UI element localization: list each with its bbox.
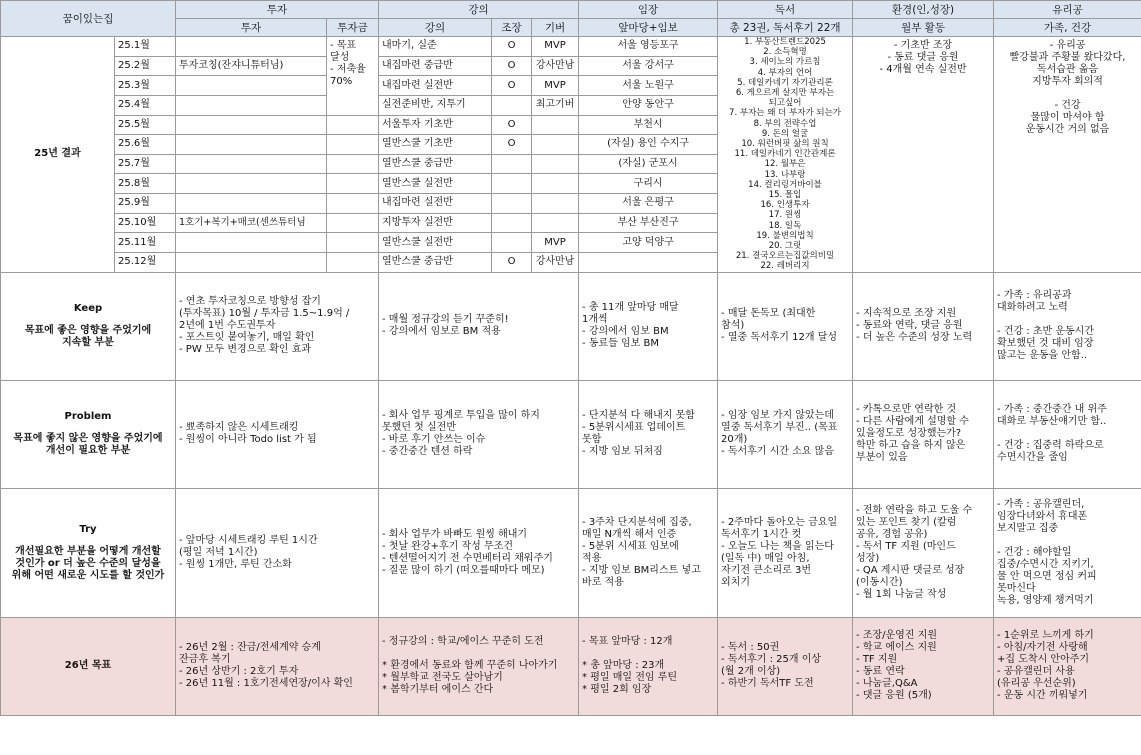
invest-amount-cell: - 목표 달성 - 저축율 70% <box>327 37 379 116</box>
invest-amount-cell <box>327 154 379 174</box>
invest-cell <box>176 252 327 272</box>
invest-cell <box>176 174 327 194</box>
lecture-cell: 열반스쿨 실전반 <box>379 233 492 253</box>
leader-cell <box>492 174 532 194</box>
giver-cell <box>532 213 579 233</box>
table-row <box>1 37 1141 57</box>
lecture-cell: 내집마련 중급반 <box>379 56 492 76</box>
problem-family-cell: - 가족 : 중간중간 내 위주 대화로 부동산얘기만 함.. - 건강 : 집중력 하락으로 수면시간을 줄임 <box>994 380 1141 488</box>
goal-label: 26년 목표 <box>1 617 176 715</box>
keep-lecture-cell: - 매월 정규강의 듣기 꾸준히! - 강의에서 임보로 BM 적용 <box>379 272 579 380</box>
month-cell: 25.6월 <box>115 135 176 155</box>
family-health-cell: - 유리공 빨강불과 주황불 왔다갔다, 독서습관 옮음 지방투자 회의적 - 건강 물많이 마셔야 함 운동시간 거의 없음 <box>994 37 1141 273</box>
goal-imjang-cell: - 목표 앞마당 : 12개 * 총 앞마당 : 23개 * 평일 매일 전임 루틴 * 평일 2회 임장 <box>579 617 718 715</box>
lecture-cell: 열반스쿨 중급반 <box>379 252 492 272</box>
sub-header-invest: 투자 <box>176 19 327 37</box>
try-env-cell: - 전화 연락을 하고 도울 수 있는 포인트 찾기 (칼럼 공유, 경험 공유) - 독서 TF 지원 (마인드 성장) - QA 게시판 댓글로 성장 (이동시간) - 월 1회 나눔글 작성 <box>853 488 994 617</box>
keep-row <box>1 272 1141 380</box>
giver-cell <box>532 194 579 214</box>
try-reading-cell: - 2주마다 돌아오는 금요일 독서후기 1시간 컷 - 오늘도 나는 책을 읽는다 (일독 中) 매일 아침, 자기전 큰소리로 3번 외치기 <box>718 488 853 617</box>
sub-header-env: 월부 활동 <box>853 19 994 37</box>
goal-family-cell: - 1순위로 느끼게 하기 - 아침/자기전 사랑해 +집 도착시 안아주기 - 공유캘린더 사용 (유리공 우선순위) - 운동 시간 끼워넣기 <box>994 617 1141 715</box>
lecture-cell: 서울투자 기초반 <box>379 115 492 135</box>
invest-cell: 1호기+복기+매코(센쓰튜터님 <box>176 213 327 233</box>
invest-cell <box>176 95 327 115</box>
lecture-cell: 내집마련 실전반 <box>379 194 492 214</box>
goal-invest-cell: - 26년 2월 : 잔금/전세계약 승계 잔금후 복기 - 26년 상반기 : 2호기 투자 - 26년 11월 : 1호기전세연장/이사 확인 <box>176 617 379 715</box>
lecture-cell: 열반스쿨 실전반 <box>379 174 492 194</box>
sub-header-leader: 조장 <box>492 19 532 37</box>
imjang-cell: 서울 은평구 <box>579 194 718 214</box>
imjang-cell: 고양 덕양구 <box>579 233 718 253</box>
giver-cell: 강사만남 <box>532 56 579 76</box>
invest-cell <box>176 233 327 253</box>
leader-cell: O <box>492 135 532 155</box>
try-row <box>1 488 1141 617</box>
leader-cell: O <box>492 56 532 76</box>
giver-cell: 강사만남 <box>532 252 579 272</box>
invest-cell <box>176 194 327 214</box>
problem-reading-cell: - 임장 임보 가지 않았는데 열중 독서후기 부진.. (목표 20개) - 독서후기 시간 소요 많음 <box>718 380 853 488</box>
invest-cell <box>176 115 327 135</box>
month-cell: 25.3월 <box>115 76 176 96</box>
sub-header-invest-amount: 투자금 <box>327 19 379 37</box>
leader-cell <box>492 95 532 115</box>
keep-reading-cell: - 매달 돈독모 (최대한 참석) - 열중 독서후기 12개 달성 <box>718 272 853 380</box>
lecture-cell: 실전준비반, 지투기 <box>379 95 492 115</box>
keep-family-cell: - 가족 : 유리공과 대화하려고 노력 - 건강 : 초반 운동시간 확보했던 것 대비 임장 많고는 운동을 안함.. <box>994 272 1141 380</box>
leader-cell <box>492 213 532 233</box>
try-title: Try <box>79 523 97 535</box>
group-header-family: 유리공 <box>994 1 1141 19</box>
imjang-cell: (자실) 용인 수지구 <box>579 135 718 155</box>
month-cell: 25.9월 <box>115 194 176 214</box>
imjang-cell: 서울 영등포구 <box>579 37 718 57</box>
goal-reading-cell: - 독서 : 50권 - 독서후기 : 25개 이상 (월 2개 이상) - 하반기 독서TF 도전 <box>718 617 853 715</box>
leader-cell: O <box>492 252 532 272</box>
invest-cell <box>176 154 327 174</box>
keep-desc: 목표에 좋은 영향을 주었기에 지속할 부분 <box>24 325 152 349</box>
leader-cell <box>492 194 532 214</box>
try-desc: 개선필요한 부분을 어떻게 개선할 것인가 or 더 높은 수준의 달성을 위해 어떤 새로운 시도를 할 것인가 <box>11 545 165 581</box>
problem-desc: 목표에 좋지 않은 영향을 주었기에 개선이 필요한 부분 <box>13 433 163 457</box>
lecture-cell: 지방투자 실전반 <box>379 213 492 233</box>
leader-cell: O <box>492 115 532 135</box>
problem-invest-cell: - 뾰족하지 않은 시세트래킹 - 원씽이 아니라 Todo list 가 됨 <box>176 380 379 488</box>
giver-cell: 최고기버 <box>532 95 579 115</box>
keep-env-cell: - 지속적으로 조장 지원 - 동료와 연락, 댓글 응원 - 더 높은 수준의 성장 노력 <box>853 272 994 380</box>
leader-cell <box>492 233 532 253</box>
invest-amount-cell <box>327 174 379 194</box>
group-header-reading: 독서 <box>718 1 853 19</box>
lecture-cell: 내마기, 실준 <box>379 37 492 57</box>
problem-title: Problem <box>64 411 112 423</box>
try-imjang-cell: - 3주차 단지분석에 집중, 매일 N개씩 해서 인증 - 5분위 시세표 임보에 적용 - 지방 임보 BM리스트 넣고 바로 적용 <box>579 488 718 617</box>
giver-cell: MVP <box>532 37 579 57</box>
result-label: 25년 결과 <box>1 37 115 273</box>
try-label <box>1 488 176 617</box>
month-cell: 25.4월 <box>115 95 176 115</box>
keep-title: Keep <box>73 303 103 315</box>
leader-cell <box>492 154 532 174</box>
sub-header-giver: 기버 <box>532 19 579 37</box>
invest-cell: 투자코칭(잔쟈니튜터님) <box>176 56 327 76</box>
month-cell: 25.1월 <box>115 37 176 57</box>
giver-cell <box>532 174 579 194</box>
goal-row <box>1 617 1141 715</box>
goal-env-cell: - 조장/운영진 지원 - 학교 에이스 지원 - TF 지원 - 동료 연락 - 나눔글,Q&A - 댓글 응원 (5개) <box>853 617 994 715</box>
month-cell: 25.7월 <box>115 154 176 174</box>
leader-cell: O <box>492 37 532 57</box>
lecture-cell: 내집마련 실전반 <box>379 76 492 96</box>
imjang-cell: 부산 부산진구 <box>579 213 718 233</box>
lecture-cell: 열반스쿨 중급반 <box>379 154 492 174</box>
keep-invest-cell: - 연초 투자코칭으로 방향성 잡기 (투자목표) 10월 / 투자금 1.5~1.9억 / 2년에 1번 수도권투자 - 포스트잇 붙여놓기, 매일 확인 - PW 모두 변경으로 확인 효과 <box>176 272 379 380</box>
problem-lecture-cell: - 회사 업무 핑계로 투입을 많이 하지 못했던 첫 실전반 - 바로 후기 안쓰는 이슈 - 중간중간 텐션 하락 <box>379 380 579 488</box>
invest-amount-cell <box>327 213 379 233</box>
invest-amount-cell <box>327 115 379 135</box>
sub-header-lecture: 강의 <box>379 19 492 37</box>
leader-cell: O <box>492 76 532 96</box>
group-header-lecture: 강의 <box>379 1 579 19</box>
invest-amount-cell <box>327 194 379 214</box>
activity-cell: - 기초반 조장 - 동료 댓글 응원 - 4개월 연속 실전반 <box>853 37 994 273</box>
problem-row <box>1 380 1141 488</box>
header-row-groups <box>1 1 1141 19</box>
try-family-cell: - 가족 : 공유캘린더, 임장다녀와서 휴대폰 보지말고 집중 - 건강 : 해야할일 집중/수면시간 지키기, 물 안 먹으면 정심 커피 못마신다 녹용, 영양제 챙겨먹기 <box>994 488 1141 617</box>
problem-env-cell: - 카톡으로만 연락한 것 - 다른 사람에게 설명할 수 있을정도로 성장했는가? 학만 하고 습을 하지 않은 부분이 있음 <box>853 380 994 488</box>
problem-imjang-cell: - 단지분석 다 해내지 못함 - 5분위시세표 업데이트 못함 - 지방 임보 뒤쳐짐 <box>579 380 718 488</box>
imjang-cell: 부천시 <box>579 115 718 135</box>
problem-label <box>1 380 176 488</box>
lecture-cell: 열반스쿨 기초반 <box>379 135 492 155</box>
giver-cell: MVP <box>532 76 579 96</box>
giver-cell: MVP <box>532 233 579 253</box>
invest-cell <box>176 135 327 155</box>
invest-cell <box>176 76 327 96</box>
month-cell: 25.10월 <box>115 213 176 233</box>
imjang-cell <box>579 252 718 272</box>
month-cell: 25.8월 <box>115 174 176 194</box>
invest-amount-cell <box>327 252 379 272</box>
try-invest-cell: - 앞마당 시세트래킹 루틴 1시간 (평일 저녁 1시간) - 원씽 1개만, 루틴 간소화 <box>176 488 379 617</box>
imjang-cell: (자실) 군포시 <box>579 154 718 174</box>
sub-header-family: 가족, 건강 <box>994 19 1141 37</box>
invest-cell <box>176 37 327 57</box>
invest-amount-cell <box>327 233 379 253</box>
group-header-imjang: 임장 <box>579 1 718 19</box>
giver-cell <box>532 115 579 135</box>
month-cell: 25.2월 <box>115 56 176 76</box>
keep-imjang-cell: - 총 11개 앞마당 매달 1개씩 - 강의에서 임보 BM - 동료들 임보 BM <box>579 272 718 380</box>
giver-cell <box>532 135 579 155</box>
keep-label <box>1 272 176 380</box>
month-cell: 25.11월 <box>115 233 176 253</box>
goal-lecture-cell: - 정규강의 : 학교/에이스 꾸준히 도전 * 환경에서 동료와 함께 꾸준히 나아가기 * 월부학교 전국도 살아남기 * 봄학기부터 에이스 간다 <box>379 617 579 715</box>
sub-header-imjang: 앞마당+임보 <box>579 19 718 37</box>
giver-cell <box>532 154 579 174</box>
group-header-invest: 투자 <box>176 1 379 19</box>
month-cell: 25.12월 <box>115 252 176 272</box>
imjang-cell: 구리시 <box>579 174 718 194</box>
month-cell: 25.5월 <box>115 115 176 135</box>
invest-amount-cell <box>327 135 379 155</box>
imjang-cell: 서울 노원구 <box>579 76 718 96</box>
try-lecture-cell: - 회사 업무가 바빠도 원씽 해내기 - 첫날 완강+후기 작성 무조건 - 텐션떨어지기 전 수면베터리 채워주기 - 질문 많이 하기 (떠오를때마다 메모) <box>379 488 579 617</box>
sub-header-reading: 총 23권, 독서후기 22개 <box>718 19 853 37</box>
book-list-cell: 1. 부동산트렌드2025 2. 소득혁명 3. 세이노의 가르침 4. 부자의 언어 5. 데일카네기 자기관리론 6. 게으르게 살지만 부자는 되고싶어 7. 부자는 왜 더 부자가 되는가 8. 부의 전략수업 9. 돈의 얼굴 10. 워런버핏 삶의 원칙 11. 데일카네기 인간관계론 12. 월부은 13. 나부랑 14. 컬리링거바이블 15. 몰입 16. 인생투자 17. 원씽 18. 일독 19. 불변의법칙 20. 그릿 21. 결국오르는집값의비밀 22. 레버리지 <box>718 37 853 273</box>
imjang-cell: 서울 강서구 <box>579 56 718 76</box>
corner-label: 꿈이있는집 <box>1 1 176 37</box>
group-header-env: 환경(인,성장) <box>853 1 994 19</box>
imjang-cell: 안양 동안구 <box>579 95 718 115</box>
